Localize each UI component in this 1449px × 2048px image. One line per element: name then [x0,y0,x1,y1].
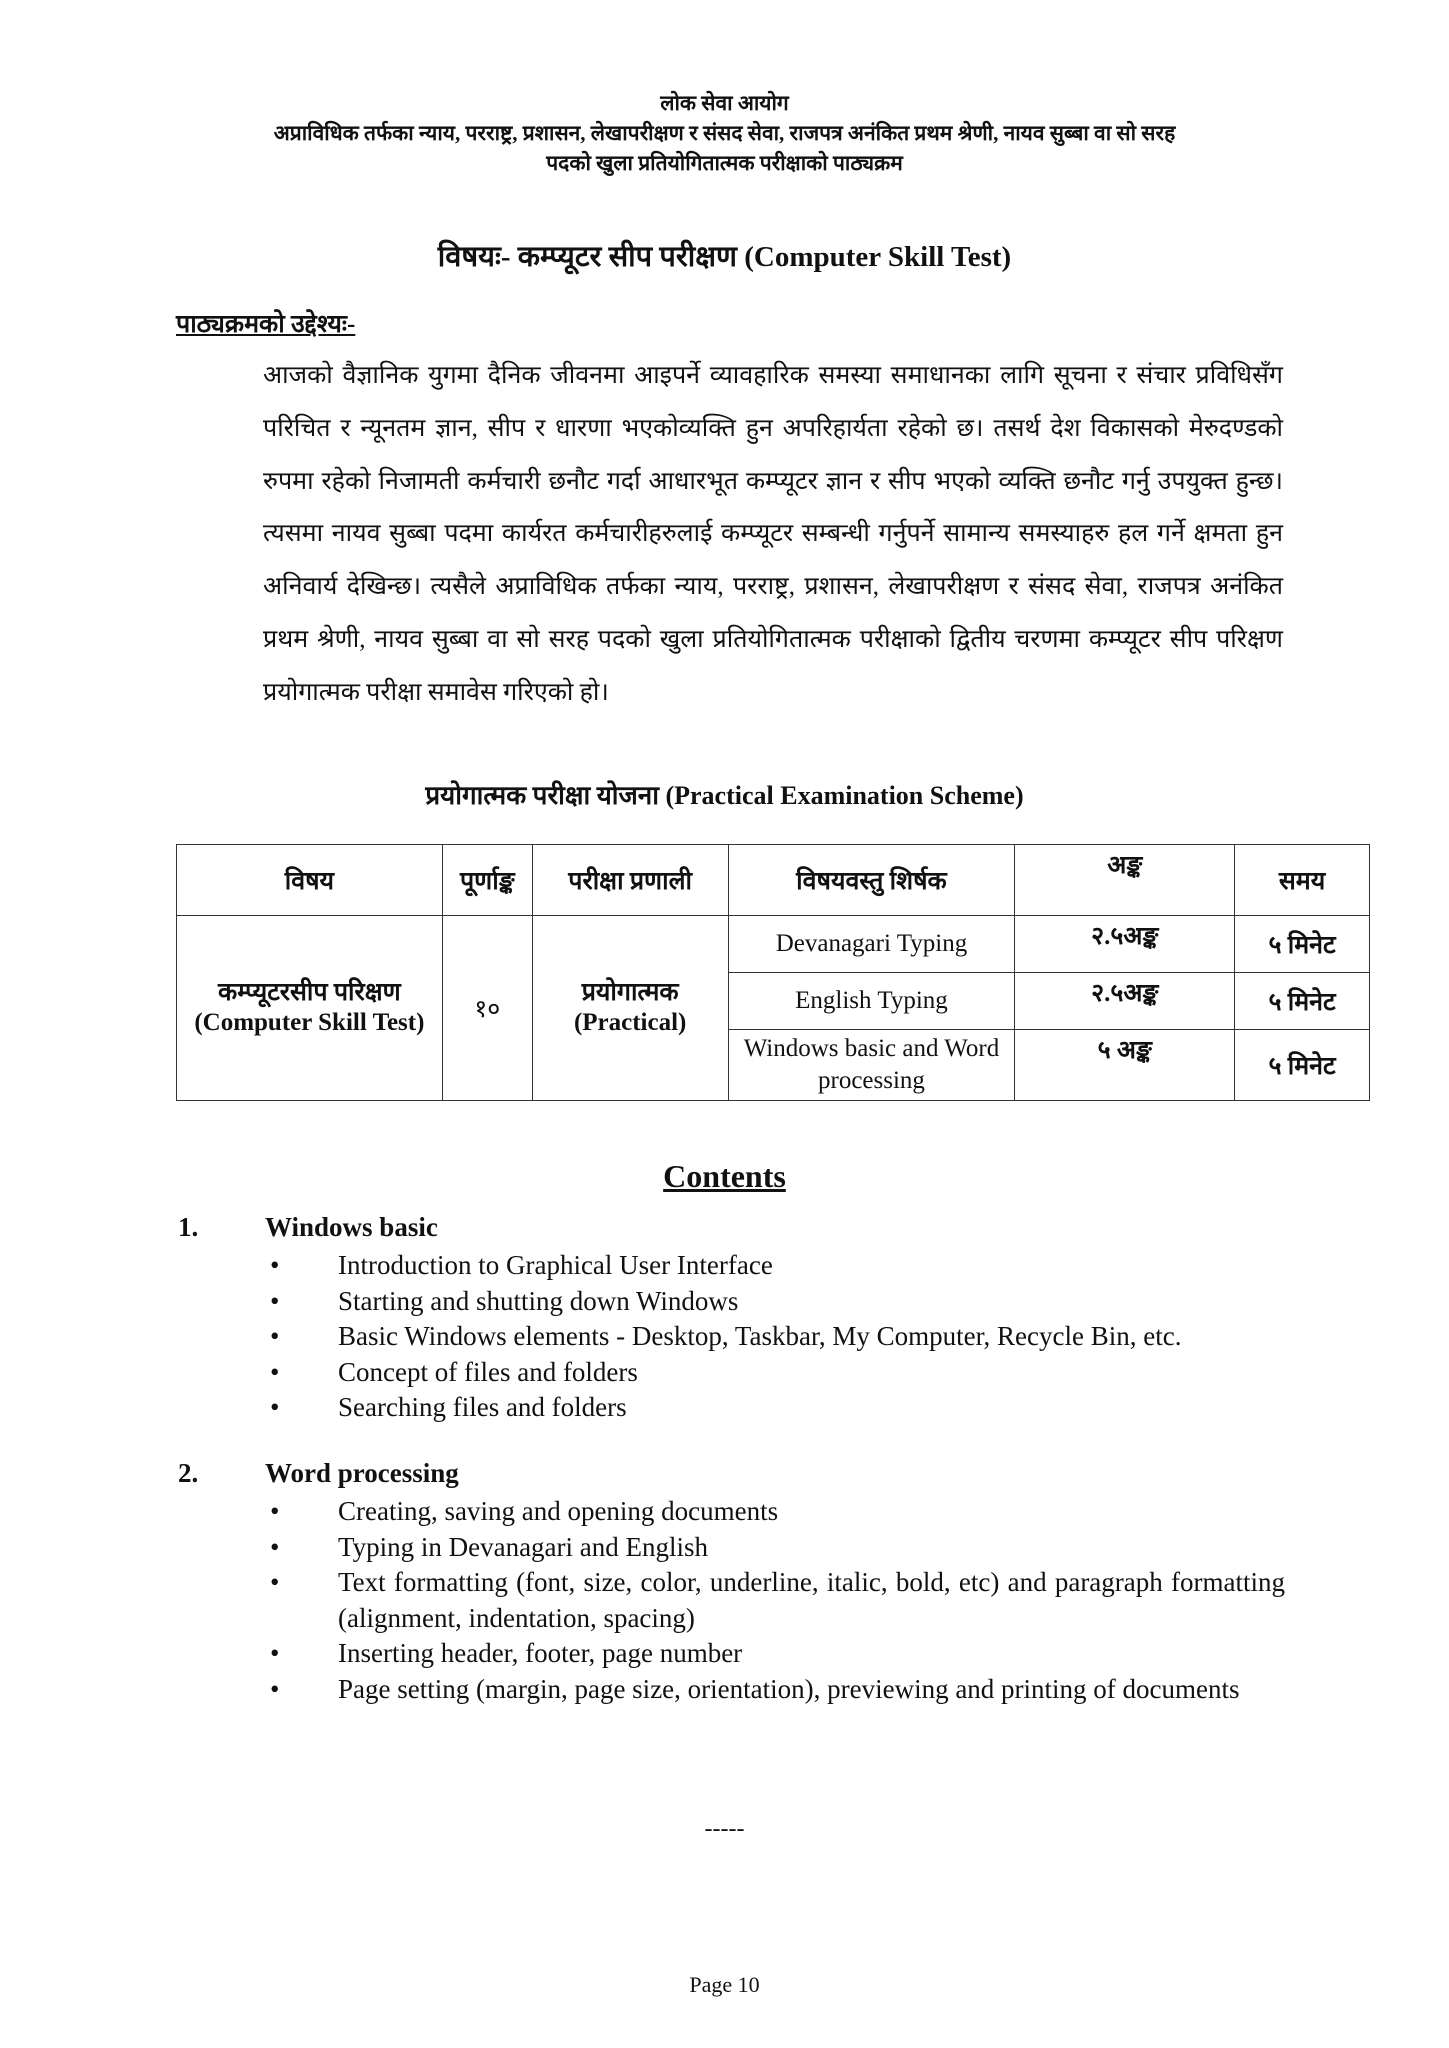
page-title: विषयः- कम्प्यूटर सीप परीक्षण (Computer Skill Test) [437,241,1012,273]
topic-cell: English Typing [728,973,1015,1030]
bullet-icon: • [270,1285,280,1316]
bullet-icon: • [270,1356,280,1387]
scheme-heading: प्रयोगात्मक परीक्षा योजना (Practical Examination Scheme) [425,781,1024,810]
col-subject: विषय [177,845,443,916]
item-text: Searching files and folders [338,1392,627,1422]
bullet-icon: • [270,1673,280,1704]
bullet-icon: • [270,1496,280,1526]
topic-cell: Devanagari Typing [728,916,1015,973]
full-marks-cell: १० [442,916,532,1101]
bullet-icon: • [270,1638,280,1668]
list-item [270,1494,1285,1530]
exam-scheme-table [176,844,1370,1101]
subject-np: कम्प्यूटरसीप परिक्षण [218,979,401,1006]
section-number: 2. [178,1458,199,1488]
header-syllabus: पदको खुला प्रतियोगितात्मक परीक्षाको पाठ्यक्रम [546,151,903,175]
list-item [270,1672,1285,1708]
item-text: Inserting header, footer, page number [338,1638,743,1668]
method-np: प्रयोगात्मक [581,979,679,1006]
marks-cell: ५ अङ्क [1015,1030,1235,1101]
list-item [270,1390,1285,1426]
topic-cell: Windows basic and Word processing [728,1030,1015,1101]
bullet-icon: • [270,1392,280,1422]
objective-paragraph: आजको वैज्ञानिक युगमा दैनिक जीवनमा आइपर्ने व्यावहारिक समस्या समाधानका लागि सूचना र संचार प्रविधिसँग परिचित र न्यूनतम ज्ञान, सीप र धारणा भएकोव्यक्ति हुन अपरिहार्यता रहेको छ। तसर्थ देश विकासको मेरुदण्डको रुपमा रहेको निजामती कर्मचारी छनौट गर्दा आधारभूत कम्प्यूटर ज्ञान र सीप भएको व्यक्ति छनौट गर्नु उपयुक्त हुन्छ। त्यसमा नायव सुब्बा पदमा कार्यरत कर्मचारीहरुलाई कम्प्यूटर सम्बन्धी गर्नुपर्ने सामान्य समस्याहरु हल गर्ने क्षमता हुन अनिवार्य देखिन्छ। त्यसैले अप्राविधिक तर्फका न्याय, परराष्ट्र, प्रशासन, लेखापरीक्षण र संसद सेवा, राजपत्र अनंकित प्रथम श्रेणी, नायव सुब्बा वा सो सरह पदको खुला प्रतियोगितात्मक परीक्षाको द्वितीय चरणमा कम्प्यूटर सीप परिक्षण प्रयोगात्मक परीक्षा समावेस गरिएको हो। [263,362,1283,706]
subject-en: (Computer Skill Test) [194,1009,425,1036]
list-item [270,1319,1285,1355]
section-number: 1. [178,1212,199,1242]
time-cell: ५ मिनेट [1235,1030,1370,1101]
list-item [270,1530,1285,1566]
list-item [270,1248,1285,1284]
section-2-list [270,1494,1285,1707]
method-cell [532,916,728,1101]
page-number: Page 10 [689,1972,760,1997]
marks-cell: २.५अङ्क [1015,973,1235,1030]
header-services: अप्राविधिक तर्फका न्याय, परराष्ट्र, प्रशासन, लेखापरीक्षण र संसद सेवा, राजपत्र अनंकित प्रथम श्रेणी, नायव सुब्बा वा सो सरह [273,121,1176,145]
item-text: Starting and shutting down Windows [338,1285,739,1316]
item-text: Concept of files and folders [338,1356,638,1387]
method-en: (Practical) [573,1009,687,1036]
end-divider: ----- [704,1816,745,1842]
section-heading [178,1458,459,1489]
subject-cell [177,916,443,1101]
item-text: Typing in Devanagari and English [338,1531,709,1562]
contents-heading: Contents [663,1158,786,1194]
table-row [177,916,1370,973]
list-item [270,1284,1285,1320]
section-heading [178,1212,438,1243]
objective-heading: पाठ्यक्रमको उद्देश्यः- [176,311,356,338]
time-cell: ५ मिनेट [1235,916,1370,973]
list-item [270,1355,1285,1391]
marks-cell: २.५अङ्क [1015,916,1235,973]
item-text: Text formatting (font, size, color, underline, italic, bold, etc) and paragraph formatting (alignment, indentation, spacing) [338,1567,1285,1633]
bullet-icon: • [270,1321,280,1351]
item-text: Page setting (margin, page size, orientation), previewing and printing of documents [338,1673,1240,1704]
section-1-list [270,1248,1285,1426]
list-item [270,1565,1285,1636]
col-method: परीक्षा प्रणाली [532,845,728,916]
bullet-icon: • [270,1250,280,1280]
section-title: Word processing [265,1458,459,1488]
bullet-icon: • [270,1567,280,1597]
table-header-row [177,845,1370,916]
col-time: समय [1235,845,1370,916]
item-text: Basic Windows elements - Desktop, Taskbar, My Computer, Recycle Bin, etc. [338,1321,1182,1351]
bullet-icon: • [270,1531,280,1562]
list-item [270,1636,1285,1672]
item-text: Introduction to Graphical User Interface [338,1250,773,1280]
section-title: Windows basic [265,1212,438,1242]
item-text: Creating, saving and opening documents [338,1496,779,1526]
time-cell: ५ मिनेट [1235,973,1370,1030]
col-marks: अङ्क [1015,845,1235,916]
col-topic: विषयवस्तु शिर्षक [728,845,1015,916]
col-full-marks: पूर्णाङ्क [442,845,532,916]
header-organization: लोक सेवा आयोग [660,91,789,115]
